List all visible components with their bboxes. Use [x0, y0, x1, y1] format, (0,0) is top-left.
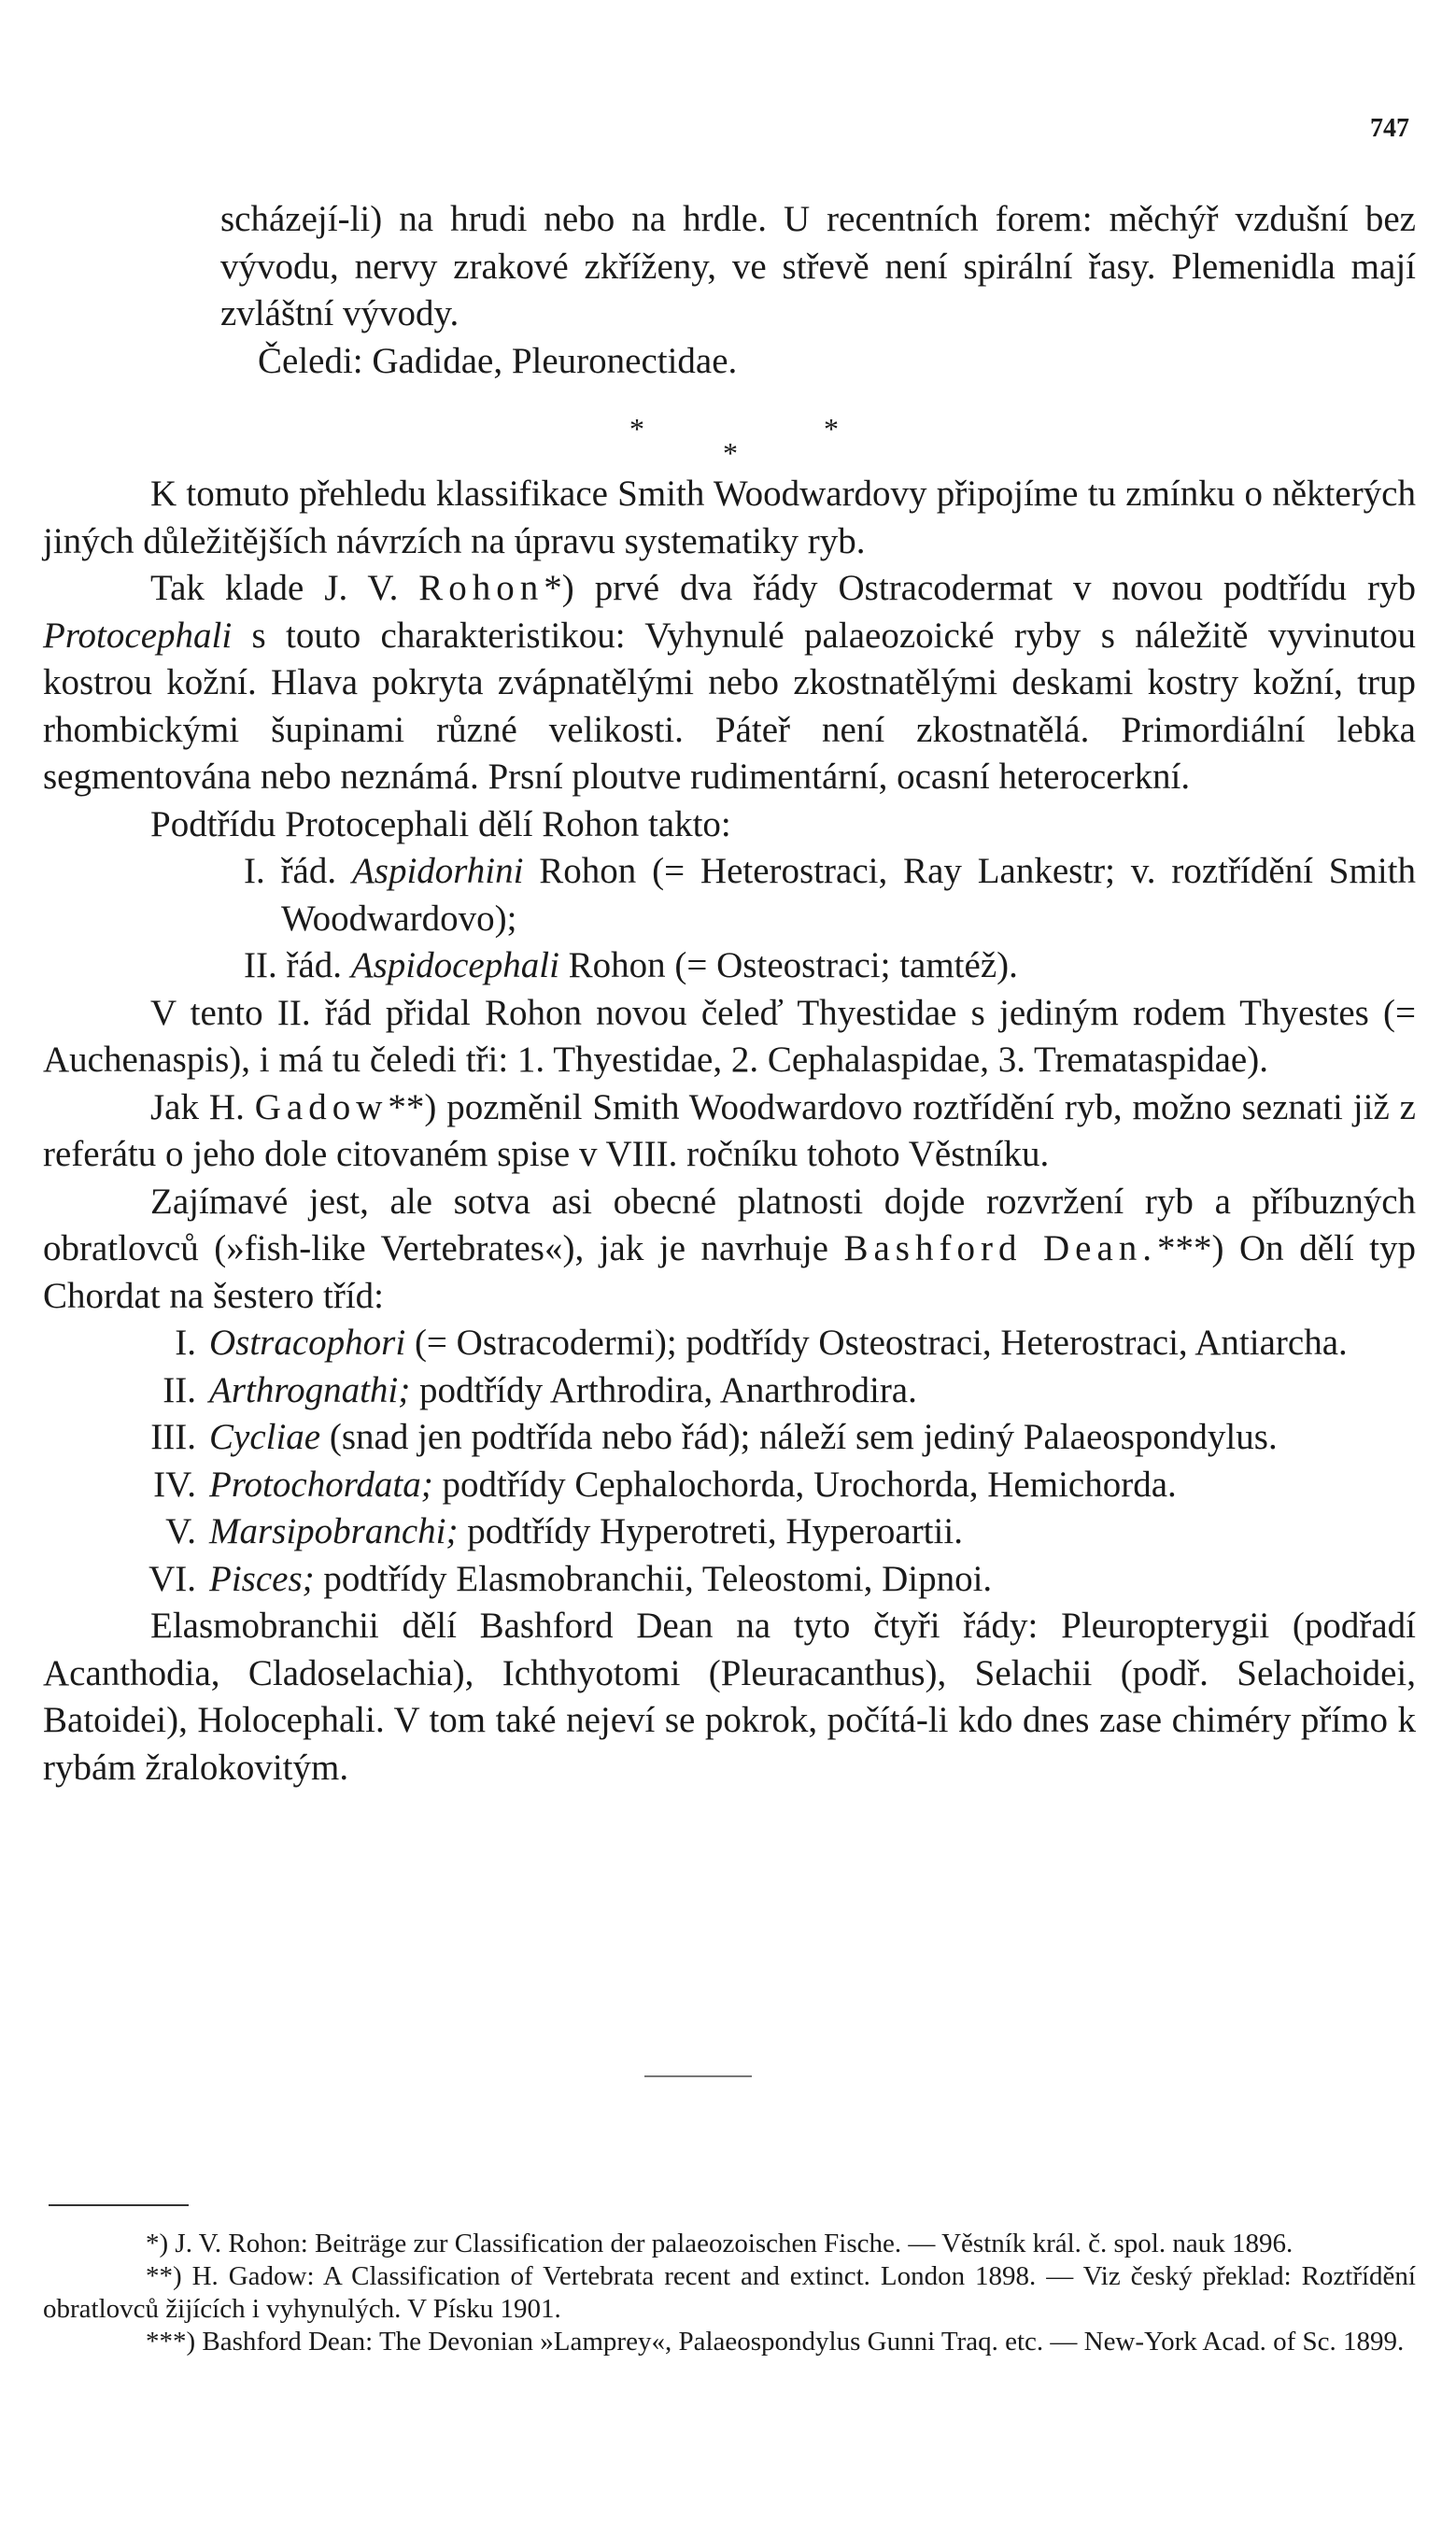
author-gadow: Gadow [254, 1086, 389, 1127]
author-dean: Bashford Dean. [843, 1228, 1158, 1268]
class-name: Arthrognathi; [209, 1369, 411, 1410]
class-name: Cycliae [209, 1417, 321, 1457]
section-separator [43, 385, 1416, 471]
footnote-rule [49, 2204, 189, 2206]
class-text: podtřídy Arthrodira, Anarthrodira. [418, 1369, 917, 1410]
gadow-text: **) pozměnil Smith Woodwardovo roztřídění ryb, možno seznati již z referátu o jeho dole citovaném spise v VIII. ročníku tohoto Věstníku. [43, 1086, 1416, 1174]
order-name: Aspidocephali [350, 945, 559, 985]
body-text [43, 196, 1416, 1791]
separator-star: * [629, 412, 644, 446]
class-item [43, 1320, 1416, 1367]
class-item [43, 1556, 1416, 1604]
separator-star: * [723, 436, 738, 470]
division-intro: Podtřídu Protocephali dělí Rohon takto: [150, 803, 731, 844]
class-item [43, 1367, 1416, 1415]
footnote: **) H. Gadow: A Classification of Vertebrata recent and extinct. London 1898. — Viz český překlad: Roztřídění obratlovců žijících i vyhynulých. V Písku 1901. [43, 2261, 1416, 2324]
order-item [244, 942, 1416, 990]
class-number: I. [175, 1323, 196, 1363]
class-text: podtřídy Hyperotreti, Hyperoartii. [467, 1511, 963, 1551]
class-text: podtřídy Cephalochorda, Urochorda, Hemichorda. [442, 1464, 1177, 1505]
class-name: Ostracophori [209, 1323, 406, 1363]
separator-star: * [824, 412, 839, 446]
footnote: ***) Bashford Dean: The Devonian »Lamprey«, Palaeospondylus Gunni Traq. etc. — New-York Acad. of Sc. 1899. [146, 2327, 1405, 2357]
footnotes [43, 2228, 1416, 2358]
order-text: Rohon (= Osteostraci; tamtéž). [568, 945, 1018, 985]
paragraph-thyestes: V tento II. řád přidal Rohon novou čeleď Thyestidae s jediným rodem Thyestes (= Auchenaspis), i má tu čeledi tři: 1. Thyestidae, 2. Cephalaspidae, 3. Tremataspidae). [43, 992, 1416, 1080]
order-item [244, 848, 1416, 942]
class-item [43, 1462, 1416, 1509]
paragraph-elasmobranchii: Elasmobranchii dělí Bashford Dean na tyto čtyři řády: Pleuropterygii (podřadí Acanthodia, Cladoselachia), Ichthyotomi (Pleuracanthus), Selachii (podř. Selachoidei, Batoidei), Holocephali. V tom také nejeví se pokrok, počítá-li kdo dnes zase chiméry přímo k rybám žralokovitým. [43, 1606, 1416, 1788]
rohon-text-a: *) prvé dva řády Ostracodermat v novou podtřídu ryb [544, 568, 1416, 608]
end-rule [644, 2075, 752, 2077]
paragraph-dean [43, 1179, 1416, 1321]
dean-rest: ***) On dělí typ Chordat na šestero tříd: [43, 1228, 1417, 1316]
class-text: (snad jen podtřída nebo řád); náleží sem jediný Palaeospondylus. [329, 1417, 1278, 1457]
class-number: V. [165, 1511, 196, 1551]
class-number: IV. [153, 1464, 196, 1505]
order-label: I. řád. [244, 851, 337, 891]
gadow-lead: Jak H. [150, 1086, 245, 1127]
families-line: Čeledi: Gadidae, Pleuronectidae. [258, 340, 738, 381]
order-name: Aspidorhini [351, 851, 524, 891]
author-rohon: Rohon [418, 568, 544, 608]
class-text: podtřídy Elasmobranchii, Teleostomi, Dipnoi. [323, 1558, 993, 1599]
paragraph-rohon [43, 565, 1416, 801]
class-number: II. [163, 1369, 196, 1410]
taxon-protocephali: Protocephali [43, 615, 233, 656]
footnote: *) J. V. Rohon: Beiträge zur Classification der palaeozoischen Fische. — Věstník král. č. spol. nauk 1896. [146, 2229, 1293, 2258]
paragraph-overview: K tomuto přehledu klassifikace Smith Woodwardovy připojíme tu zmínku o některých jiných důležitějších návrzích na úpravu systematiky ryb. [43, 474, 1416, 561]
order-label: II. řád. [244, 945, 343, 985]
rohon-text-b: s touto charakteristikou: Vyhynulé palaeozoické ryby s náležitě vyvinutou kostrou kožní. Hlava pokryta zvápnatělými nebo zkostnatělými deskami kostry kožní, trup rhombickými šupinami různé velikosti. Páteř není zkostnatělá. Primordiální lebka segmentována nebo neznámá. Prsní ploutve rudimentární, ocasní heterocerkní. [43, 615, 1416, 797]
class-text: (= Ostracodermi); podtřídy Osteostraci, Heterostraci, Antiarcha. [414, 1323, 1348, 1363]
class-name: Protochordata; [209, 1464, 433, 1505]
class-number: III. [150, 1417, 196, 1457]
intro-paragraph: scházejí-li) na hrudi nebo na hrdle. U recentních forem: měchýř vzdušní bez vývodu, nervy zrakové zkříženy, ve střevě není spirální řasy. Plemenidla mají zvláštní vývody. [220, 199, 1416, 333]
dean-text: Zajímavé jest, ale sotva asi obecné platnosti dojde rozvržení ryb a příbuzných obratlovců (»fish-like Vertebrates«), jak je navrhuje [43, 1181, 1416, 1268]
class-number: VI. [148, 1558, 196, 1599]
class-name: Marsipobranchi; [209, 1511, 459, 1551]
class-name: Pisces; [209, 1558, 315, 1599]
class-item [43, 1508, 1416, 1556]
order-text: Rohon (= Heterostraci, Ray Lankestr; v. roztřídění Smith Woodwardovo); [281, 851, 1416, 939]
rohon-lead: Tak klade J. V. [150, 568, 399, 608]
class-item [43, 1414, 1416, 1462]
page-number: 747 [1370, 114, 1409, 143]
paragraph-gadow [43, 1084, 1416, 1179]
